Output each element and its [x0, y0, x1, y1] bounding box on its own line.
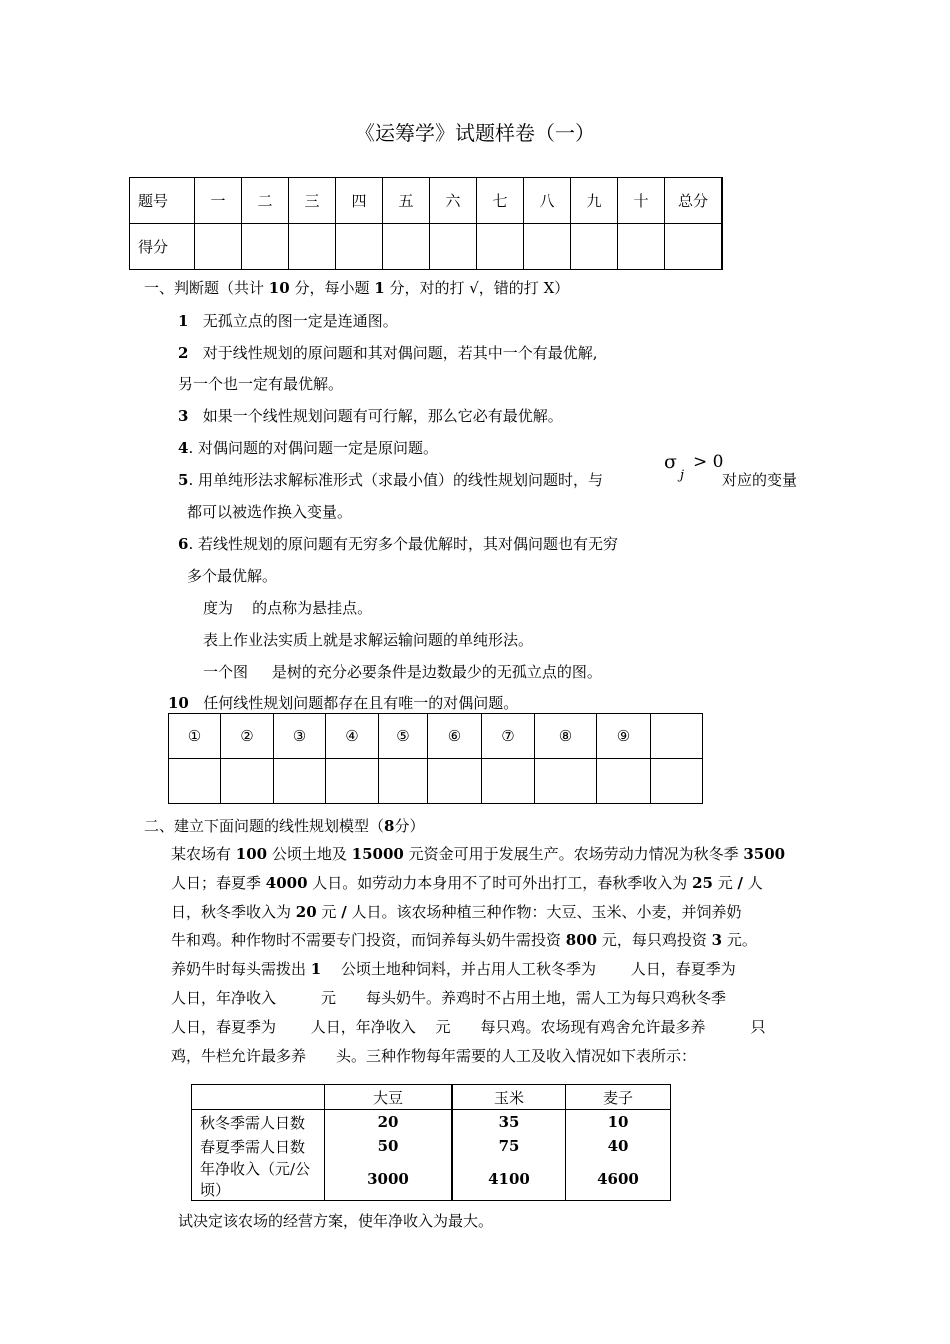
answer-cell [482, 759, 535, 804]
crop-row-label: 春夏季需人日数 [192, 1134, 325, 1158]
score-header-cell: 九 [571, 178, 618, 224]
closing-instruction: 试决定该农场的经营方案，使年净收入为最大。 [178, 1212, 494, 1230]
score-cell [665, 224, 723, 270]
score-cell [336, 224, 383, 270]
score-value-row [130, 224, 723, 270]
question-5: 5. 用单纯形法求解标准形式（求最小值）的线性规划问题时，与 [178, 471, 603, 489]
question-6-cont: 多个最优解。 [187, 567, 278, 585]
answer-cell [169, 759, 221, 804]
score-header-cell: 十 [618, 178, 665, 224]
paragraph-line: 人日，春夏季为 人日，年净收入 元 每只鸡。农场现有鸡舍允许最多养 只 [171, 1017, 766, 1036]
section2-body [171, 840, 785, 1070]
answer-header-cell: ④ [326, 714, 379, 759]
score-header-cell: 七 [477, 178, 524, 224]
crop-header-cell: 麦子 [566, 1085, 671, 1110]
crop-header-row [192, 1085, 671, 1110]
answer-header-cell: ⑨ [597, 714, 651, 759]
section2-heading: 二、建立下面问题的线性规划模型（8分） [144, 817, 425, 835]
answer-cell [597, 759, 651, 804]
answer-header-cell: ⑤ [379, 714, 428, 759]
crop-cell: 40 [566, 1134, 671, 1158]
score-header-row [130, 178, 723, 224]
score-cell [477, 224, 524, 270]
score-table [129, 177, 723, 270]
score-cell [242, 224, 289, 270]
question-8: 表上作业法实质上就是求解运输问题的单纯形法。 [203, 631, 534, 649]
answer-header-cell: ⑧ [535, 714, 597, 759]
answer-cell [535, 759, 597, 804]
crop-cell: 50 [325, 1134, 453, 1158]
question-5-tail: 对应的变量 [722, 471, 798, 489]
question-4: 4. 对偶问题的对偶问题一定是原问题。 [178, 439, 438, 457]
sigma-symbol: σ [664, 451, 677, 473]
score-header-cell: 四 [336, 178, 383, 224]
crop-cell: 20 [325, 1110, 453, 1135]
answer-header-cell: ⑥ [428, 714, 482, 759]
score-cell [430, 224, 477, 270]
question-1: 1 无孤立点的图一定是连通图。 [178, 312, 398, 330]
crop-row [192, 1110, 671, 1135]
paragraph-line: 人日，年净收入 元 每头奶牛。养鸡时不占用土地，需人工为每只鸡秋冬季 [171, 988, 727, 1007]
crop-row [192, 1158, 671, 1201]
score-header-cell: 八 [524, 178, 571, 224]
crop-cell: 4600 [566, 1158, 671, 1201]
crop-row [192, 1134, 671, 1158]
question-2-cont: 另一个也一定有最优解。 [178, 375, 344, 393]
answer-header-cell [651, 714, 703, 759]
answer-cell [379, 759, 428, 804]
score-row-label: 得分 [130, 224, 195, 270]
answer-header-row [169, 714, 703, 759]
paragraph-line: 人日；春夏季 4000 人日。如劳动力本身用不了时可外出打工，春秋季收入为 25 元 / 人 [171, 873, 763, 892]
answer-row [169, 759, 703, 804]
question-9: 一个图 是树的充分必要条件是边数最少的无孤立点的图。 [203, 663, 602, 681]
crop-row-label: 年净收入（元/公顷） [192, 1158, 325, 1201]
question-7: 度为 的点称为悬挂点。 [203, 599, 373, 617]
score-cell [383, 224, 430, 270]
question-10: 10 任何线性规划问题都存在且有唯一的对偶问题。 [168, 694, 519, 712]
score-header-cell: 三 [289, 178, 336, 224]
score-header-cell: 总分 [665, 178, 723, 224]
crop-header-cell [192, 1085, 325, 1110]
crop-row-label: 秋冬季需人日数 [192, 1110, 325, 1135]
answer-header-cell: ⑦ [482, 714, 535, 759]
question-6: 6. 若线性规划的原问题有无穷多个最优解时，其对偶问题也有无穷 [178, 535, 618, 553]
score-cell [289, 224, 336, 270]
score-header-cell: 二 [242, 178, 289, 224]
answer-cell [274, 759, 326, 804]
score-cell [195, 224, 242, 270]
section1-heading: 一、判断题（共计 10 分，每小题 1 分，对的打 √，错的打 X） [144, 279, 570, 297]
paragraph-line: 日，秋冬季收入为 20 元 / 人日。该农场种植三种作物：大豆、玉米、小麦，并饲养奶 [171, 902, 742, 921]
score-header-cell: 五 [383, 178, 430, 224]
question-3: 3 如果一个线性规划问题有可行解，那么它必有最优解。 [178, 407, 563, 425]
paragraph-line: 鸡，牛栏允许最多养 头。三种作物每年需要的人工及收入情况如下表所示： [171, 1046, 697, 1065]
answer-header-cell: ② [221, 714, 274, 759]
question-5-cont: 都可以被选作换入变量。 [187, 503, 353, 521]
crop-cell: 75 [452, 1134, 566, 1158]
answer-header-cell: ③ [274, 714, 326, 759]
crop-cell: 3000 [325, 1158, 453, 1201]
sigma-inequality: > 0 [693, 452, 724, 472]
score-header-cell: 一 [195, 178, 242, 224]
crop-header-cell: 大豆 [325, 1085, 453, 1110]
paragraph-line: 某农场有 100 公顷土地及 15000 元资金可用于发展生产。农场劳动力情况为秋冬季 3500 [171, 845, 786, 863]
crop-cell: 35 [452, 1110, 566, 1135]
page-title: 《运筹学》试题样卷（一） [355, 121, 595, 145]
crop-cell: 4100 [452, 1158, 566, 1201]
answer-cell [428, 759, 482, 804]
score-cell [571, 224, 618, 270]
score-header-cell: 六 [430, 178, 477, 224]
answer-table [168, 713, 703, 804]
sigma-subscript: j [680, 468, 685, 483]
question-2: 2 对于线性规划的原问题和其对偶问题，若其中一个有最优解, [178, 344, 598, 362]
score-cell [618, 224, 665, 270]
score-header-cell: 题号 [130, 178, 195, 224]
answer-cell [651, 759, 703, 804]
answer-cell [326, 759, 379, 804]
answer-cell [221, 759, 274, 804]
answer-header-cell: ① [169, 714, 221, 759]
score-cell [524, 224, 571, 270]
crop-table [191, 1084, 671, 1201]
crop-header-cell: 玉米 [452, 1085, 566, 1110]
paragraph-line: 牛和鸡。种作物时不需要专门投资，而饲养每头奶牛需投资 800 元，每只鸡投资 3 元。 [171, 931, 757, 950]
paragraph-line: 养奶牛时每头需拨出 1 公顷土地种饲料，并占用人工秋冬季为 人日，春夏季为 [171, 960, 736, 979]
crop-cell: 10 [566, 1110, 671, 1135]
